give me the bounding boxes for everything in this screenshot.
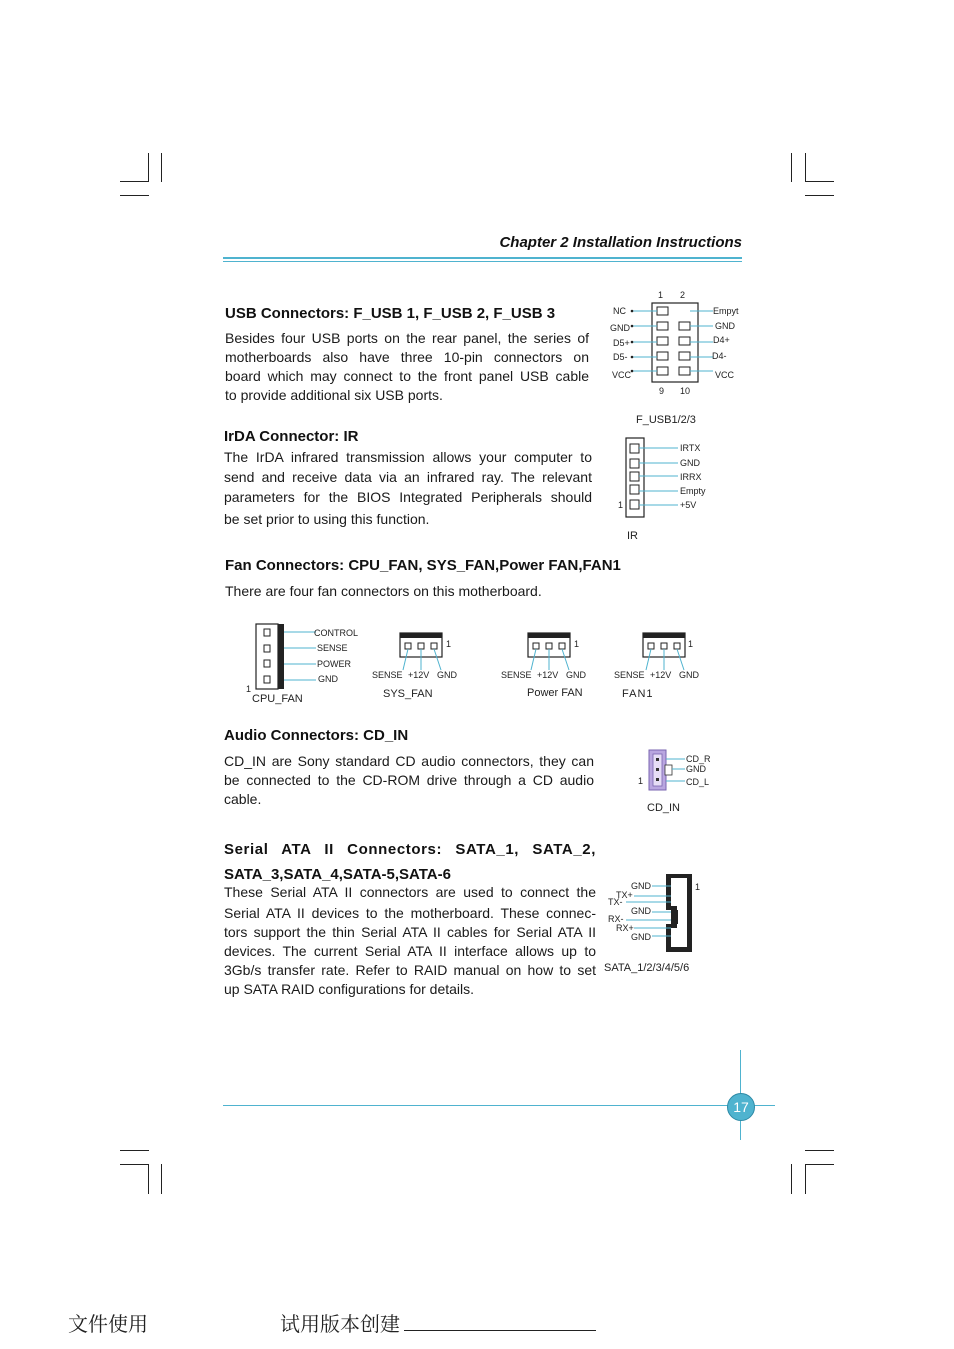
pin-label: GND (631, 932, 651, 942)
pin-number: 1 (246, 684, 252, 694)
pin-label: GND (679, 670, 699, 680)
text-line: tors support the thin Serial ATA II cables for Serial ATA II (224, 924, 596, 940)
text-line: motherboards also have three 10-pin connectors on (225, 349, 589, 365)
text-line: Besides four USB ports on the rear panel, the series of (225, 330, 589, 346)
pin-label: CD_R (686, 754, 711, 764)
pin-number: 1 (618, 500, 624, 510)
usb-paragraph (225, 329, 589, 405)
pin-label: RX+ (616, 923, 634, 933)
text-line: send and receive data via an infrared ray. The relevant (224, 469, 592, 485)
text-line: be set prior to using this function. (224, 511, 430, 527)
pin-label: Empty (680, 486, 706, 496)
text-line: These Serial ATA II connectors are used to connect the (224, 884, 596, 900)
sata-title-line1: Serial ATA II Connectors: SATA_1, SATA_2, (224, 841, 596, 858)
text-line: to provide additional six USB ports. (225, 387, 443, 403)
pin-label: D4- (712, 351, 727, 361)
diagram-caption: FAN1 (622, 688, 654, 700)
pin-label: GND (631, 881, 651, 891)
crop-mark (120, 195, 149, 196)
pin-label: TX+ (616, 890, 633, 900)
chapter-heading: Chapter 2 Installation Instructions (499, 234, 742, 251)
diagram-caption: F_USB1/2/3 (636, 414, 696, 426)
pin-label: +5V (680, 500, 697, 510)
pin-label: +12V (408, 670, 430, 680)
pin-label: TX- (608, 897, 623, 907)
header-rule-thin (223, 261, 742, 262)
pin-number: 1 (574, 639, 580, 649)
crop-mark (120, 1164, 149, 1165)
pin-label: GND (566, 670, 586, 680)
fan-section-title: Fan Connectors: CPU_FAN, SYS_FAN,Power FAN,FAN1 (225, 557, 621, 574)
fan-paragraph: There are four fan connectors on this motherboard. (225, 583, 542, 599)
crop-mark (805, 1164, 834, 1165)
diagram-caption: SYS_FAN (383, 688, 433, 700)
text-line: Serial ATA II devices to the motherboard. These connec- (224, 905, 596, 921)
pin-label: CD_L (686, 777, 710, 787)
pin-label: +12V (650, 670, 672, 680)
pin-label: D5+ (613, 338, 630, 348)
crop-mark (120, 181, 149, 182)
pin-label: SENSE (317, 643, 348, 653)
footer-left-text: 文件使用 (68, 1312, 148, 1336)
irda-paragraph (224, 447, 592, 529)
pin-label: GND (610, 323, 630, 333)
diagram-caption: CD_IN (647, 802, 681, 814)
header-rule (223, 257, 742, 259)
pin-label: GND (680, 458, 700, 468)
pin-label: VCC (612, 370, 632, 380)
pin-label: Empyt (713, 306, 739, 316)
pin-label: GND (686, 764, 706, 774)
pin-label: GND (437, 670, 457, 680)
text-line: board which may connect to the front panel USB cable (225, 368, 589, 384)
audio-paragraph (224, 752, 594, 809)
pin-label: SENSE (372, 670, 403, 680)
text-line: parameters for the BIOS Integrated Peripherals should (224, 489, 592, 505)
text-line: up SATA RAID configurations for details. (224, 981, 475, 997)
crop-mark (120, 1150, 149, 1151)
pin-label: IRRX (680, 472, 702, 482)
crop-mark (161, 1164, 162, 1194)
pin-label: CONTROL (314, 628, 359, 638)
diagram-caption: CPU_FAN (252, 693, 303, 705)
text-line: devices. The current Serial ATA II interface allows up to (224, 943, 596, 959)
pin-number: 9 (659, 386, 665, 396)
footer-right-text: 试用版本创建 (280, 1312, 400, 1336)
crop-mark (791, 153, 792, 182)
pin-label: GND (715, 321, 735, 331)
audio-section-title: Audio Connectors: CD_IN (224, 727, 409, 744)
sata-title-line2: SATA_3,SATA_4,SATA-5,SATA-6 (224, 866, 451, 883)
pin-label: GND (631, 906, 651, 916)
crop-mark (161, 153, 162, 182)
crop-mark (791, 1164, 792, 1194)
pin-label: D4+ (713, 335, 730, 345)
pin-label: D5- (613, 352, 628, 362)
pin-number: 1 (688, 639, 694, 649)
diagram-caption: Power FAN (527, 687, 583, 699)
pin-label: SENSE (614, 670, 645, 680)
diagram-caption: SATA_1/2/3/4/5/6 (604, 962, 690, 974)
pin-number: 1 (695, 882, 701, 892)
pin-label: NC (613, 306, 626, 316)
crop-mark (148, 1164, 149, 1194)
pin-number: 2 (680, 290, 686, 300)
crop-mark (805, 195, 834, 196)
text-line: cable. (224, 791, 262, 807)
crop-mark (148, 153, 149, 182)
diagram-caption: IR (627, 530, 638, 542)
crop-mark (805, 153, 806, 182)
pin-number: 10 (680, 386, 691, 396)
pin-label: SENSE (501, 670, 532, 680)
pin-label: +12V (537, 670, 559, 680)
sata-paragraph (224, 883, 596, 999)
usb-section-title: USB Connectors: F_USB 1, F_USB 2, F_USB 3 (225, 305, 556, 322)
page-number: 17 (727, 1093, 755, 1121)
irda-section-title: IrDA Connector: IR (224, 428, 359, 445)
pin-label: IRTX (680, 443, 701, 453)
sata-section-title (224, 837, 596, 887)
footer-rule (223, 1105, 775, 1106)
pin-number: 1 (638, 776, 644, 786)
crop-mark (805, 1150, 834, 1151)
text-line: CD_IN are Sony standard CD audio connectors, they can (224, 753, 594, 769)
text-line: be connected to the CD-ROM drive through a CD audio (224, 772, 594, 788)
pin-label: POWER (317, 659, 352, 669)
signature-line (404, 1330, 596, 1331)
pin-number: 1 (446, 639, 452, 649)
text-line: The IrDA infrared transmission allows your computer to (224, 449, 592, 465)
pin-number: 1 (658, 290, 664, 300)
pin-label: VCC (715, 370, 735, 380)
crop-mark (805, 1164, 806, 1194)
pin-label: GND (318, 674, 338, 684)
pin-label: RX- (608, 914, 624, 924)
text-line: 3Gb/s transfer rate. Refer to RAID manual on how to set (224, 962, 596, 978)
crop-mark (805, 181, 834, 182)
